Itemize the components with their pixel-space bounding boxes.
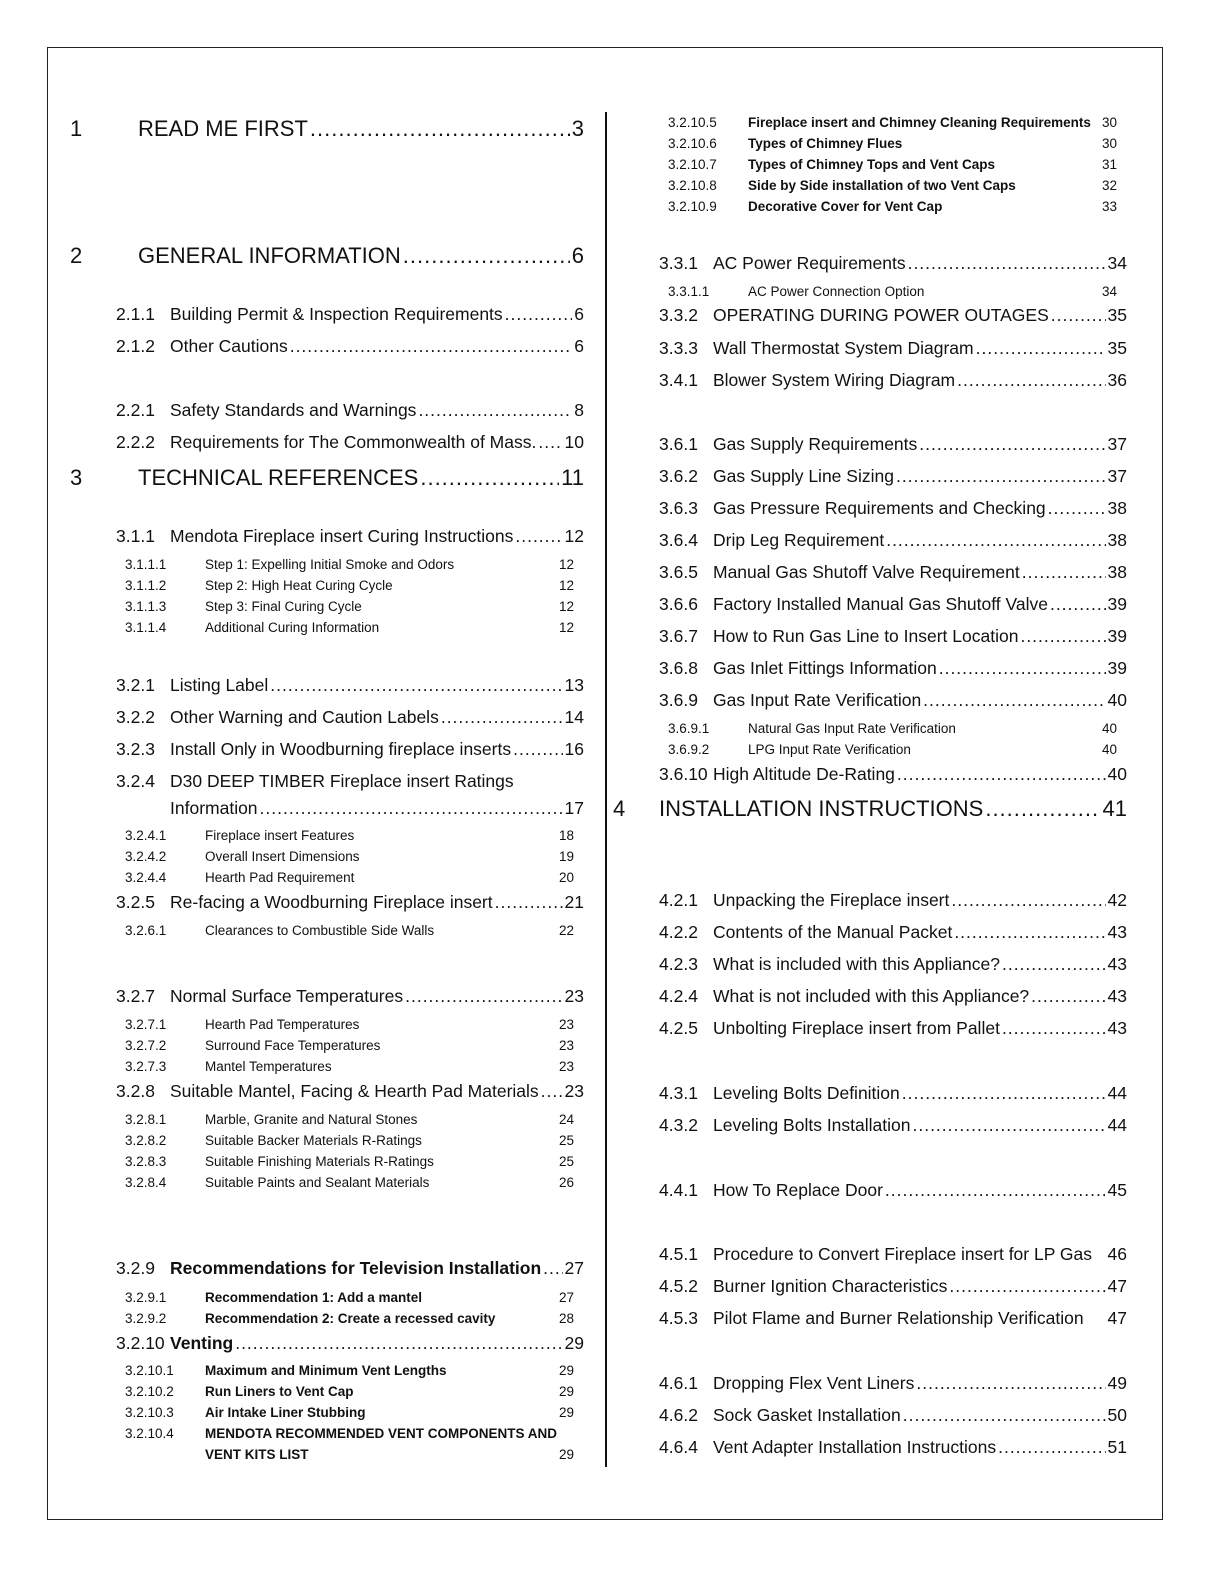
toc-entry[interactable]: 4.6.4 Vent Adapter Installation Instructions ..... 51 (659, 1437, 1127, 1458)
toc-entry[interactable]: 3.6.3 Gas Pressure Requirements and Checking ..... 38 (659, 498, 1127, 519)
toc-entry[interactable]: 4.4.1 How To Replace Door ..... 45 (659, 1180, 1127, 1201)
toc-entry[interactable]: 3.6.10 High Altitude De-Rating ..... 40 (659, 764, 1127, 785)
toc-entry[interactable]: 3.2.9 Recommendations for Television Installation ..... 27 (116, 1258, 584, 1279)
toc-subentry[interactable]: 3.2.8.1 Marble, Granite and Natural Stones 24 (125, 1112, 575, 1127)
toc-subentry[interactable]: VENT KITS LIST 29 (205, 1447, 575, 1462)
toc-entry[interactable]: 3.6.7 How to Run Gas Line to Insert Location ..... 39 (659, 626, 1127, 647)
toc-entry[interactable]: 3.2.5 Re-facing a Woodburning Fireplace insert ..... 21 (116, 892, 584, 913)
toc-entry[interactable]: 4.3.1 Leveling Bolts Definition ..... 44 (659, 1083, 1127, 1104)
toc-entry[interactable]: 2.2.2 Requirements for The Commonwealth of Mass. ..... 10 (116, 432, 584, 453)
toc-subentry[interactable]: 3.2.4.4 Hearth Pad Requirement 20 (125, 870, 575, 885)
toc-entry[interactable]: 3.3.2 OPERATING DURING POWER OUTAGES ..... 35 (659, 305, 1127, 326)
toc-entry[interactable]: 4.2.3 What is included with this Appliance? ..... 43 (659, 954, 1127, 975)
toc-subentry[interactable]: 3.2.9.2 Recommendation 2: Create a recessed cavity 28 (125, 1311, 575, 1326)
toc-entry[interactable]: 3.2.7 Normal Surface Temperatures ..... 23 (116, 986, 584, 1007)
toc-entry[interactable]: 3.2.2 Other Warning and Caution Labels ..... 14 (116, 707, 584, 728)
toc-entry[interactable]: 3.6.2 Gas Supply Line Sizing ..... 37 (659, 466, 1127, 487)
toc-entry[interactable]: 2.1.2 Other Cautions ..... 6 (116, 336, 584, 357)
toc-subentry[interactable]: 3.2.10.1 Maximum and Minimum Vent Lengths 29 (125, 1363, 575, 1378)
toc-subentry[interactable]: 3.1.1.3 Step 3: Final Curing Cycle 12 (125, 599, 575, 614)
toc-entry[interactable]: 4.2.4 What is not included with this Appliance? ..... 43 (659, 986, 1127, 1007)
toc-entry[interactable]: 2.2.1 Safety Standards and Warnings ..... 8 (116, 400, 584, 421)
toc-subentry[interactable]: 3.2.8.2 Suitable Backer Materials R-Ratings 25 (125, 1133, 575, 1148)
toc-entry[interactable]: 3.6.9 Gas Input Rate Verification ..... 40 (659, 690, 1127, 711)
toc-subentry[interactable]: 3.6.9.2 LPG Input Rate Verification 40 (668, 742, 1118, 757)
toc-subentry[interactable]: 3.3.1.1 AC Power Connection Option 34 (668, 284, 1118, 299)
toc-subentry[interactable]: 3.2.10.9 Decorative Cover for Vent Cap 33 (668, 199, 1118, 214)
toc-entry[interactable]: 3.6.5 Manual Gas Shutoff Valve Requirement ..... 38 (659, 562, 1127, 583)
toc-chapter[interactable]: 3 TECHNICAL REFERENCES ..... 11 (70, 465, 584, 491)
toc-subentry[interactable]: 3.2.10.6 Types of Chimney Flues 30 (668, 136, 1118, 151)
toc-subentry[interactable]: 3.2.10.5 Fireplace insert and Chimney Cleaning Requirements 30 (668, 115, 1118, 130)
toc-entry[interactable]: 3.6.4 Drip Leg Requirement ..... 38 (659, 530, 1127, 551)
toc-entry[interactable]: 4.2.2 Contents of the Manual Packet ..... 43 (659, 922, 1127, 943)
toc-subentry[interactable]: 3.6.9.1 Natural Gas Input Rate Verification 40 (668, 721, 1118, 736)
toc-subentry[interactable]: 3.2.10.8 Side by Side installation of two Vent Caps 32 (668, 178, 1118, 193)
toc-subentry[interactable]: 3.2.7.2 Surround Face Temperatures 23 (125, 1038, 575, 1053)
toc-entry[interactable]: 3.6.8 Gas Inlet Fittings Information ..... 39 (659, 658, 1127, 679)
toc-entry[interactable]: 4.5.3 Pilot Flame and Burner Relationship Verification 47 (659, 1308, 1127, 1328)
toc-entry[interactable]: 3.3.3 Wall Thermostat System Diagram ..... 35 (659, 338, 1127, 359)
toc-subentry[interactable]: 3.1.1.4 Additional Curing Information 12 (125, 620, 575, 635)
toc-chapter[interactable]: 4 INSTALLATION INSTRUCTIONS ..... 41 (613, 796, 1127, 822)
toc-subentry[interactable]: 3.2.4.2 Overall Insert Dimensions 19 (125, 849, 575, 864)
toc-subentry[interactable]: 3.2.7.1 Hearth Pad Temperatures 23 (125, 1017, 575, 1032)
toc-subentry[interactable]: 3.2.7.3 Mantel Temperatures 23 (125, 1059, 575, 1074)
toc-entry[interactable]: 3.2.3 Install Only in Woodburning fireplace inserts ..... 16 (116, 739, 584, 760)
toc-entry[interactable]: 4.6.1 Dropping Flex Vent Liners ..... 49 (659, 1373, 1127, 1394)
toc-entry[interactable]: 3.2.1 Listing Label ..... 13 (116, 675, 584, 696)
toc-subentry-first-line[interactable]: 3.2.10.4 MENDOTA RECOMMENDED VENT COMPONENTS AND (125, 1426, 558, 1441)
toc-subentry[interactable]: 3.2.9.1 Recommendation 1: Add a mantel 27 (125, 1290, 575, 1305)
toc-entry[interactable]: 3.4.1 Blower System Wiring Diagram ..... 36 (659, 370, 1127, 391)
toc-subentry[interactable]: 3.2.8.3 Suitable Finishing Materials R-Ratings 25 (125, 1154, 575, 1169)
toc-entry[interactable]: 4.3.2 Leveling Bolts Installation ..... 44 (659, 1115, 1127, 1136)
toc-subentry[interactable]: 3.2.10.3 Air Intake Liner Stubbing 29 (125, 1405, 575, 1420)
toc-subentry[interactable]: 3.1.1.2 Step 2: High Heat Curing Cycle 12 (125, 578, 575, 593)
toc-entry[interactable]: 2.1.1 Building Permit & Inspection Requirements ..... 6 (116, 304, 584, 325)
toc-entry[interactable]: 4.2.5 Unbolting Fireplace insert from Pallet ..... 43 (659, 1018, 1127, 1039)
toc-entry[interactable]: 3.2.10 Venting ..... 29 (116, 1333, 584, 1354)
toc-subentry[interactable]: 3.2.8.4 Suitable Paints and Sealant Materials 26 (125, 1175, 575, 1190)
toc-subentry[interactable]: 3.2.10.7 Types of Chimney Tops and Vent Caps 31 (668, 157, 1118, 172)
toc-entry[interactable]: 4.5.2 Burner Ignition Characteristics ..... 47 (659, 1276, 1127, 1297)
toc-entry[interactable]: 4.6.2 Sock Gasket Installation ..... 50 (659, 1405, 1127, 1426)
toc-entry[interactable]: 3.6.1 Gas Supply Requirements ..... 37 (659, 434, 1127, 455)
toc-chapter[interactable]: 2 GENERAL INFORMATION ..... 6 (70, 243, 584, 269)
toc-entry[interactable]: 3.6.6 Factory Installed Manual Gas Shutoff Valve ..... 39 (659, 594, 1127, 615)
toc-subentry[interactable]: 3.1.1.1 Step 1: Expelling Initial Smoke and Odors 12 (125, 557, 575, 572)
toc-subentry[interactable]: 3.2.10.2 Run Liners to Vent Cap 29 (125, 1384, 575, 1399)
toc-entry-first-line[interactable]: 3.2.4 D30 DEEP TIMBER Fireplace insert Ratings (116, 771, 514, 791)
toc-entry[interactable]: 4.2.1 Unpacking the Fireplace insert ..... 42 (659, 890, 1127, 911)
toc-entry[interactable]: 3.3.1 AC Power Requirements ..... 34 (659, 253, 1127, 274)
toc-entry[interactable]: Information ..... 17 (170, 798, 584, 819)
toc-subentry[interactable]: 3.2.4.1 Fireplace insert Features 18 (125, 828, 575, 843)
toc-entry[interactable]: 3.2.8 Suitable Mantel, Facing & Hearth Pad Materials ..... 23 (116, 1081, 584, 1102)
toc-entry[interactable]: 3.1.1 Mendota Fireplace insert Curing Instructions ..... 12 (116, 526, 584, 547)
toc-subentry[interactable]: 3.2.6.1 Clearances to Combustible Side Walls 22 (125, 923, 575, 938)
toc-chapter[interactable]: 1 READ ME FIRST ..... 3 (70, 116, 584, 142)
toc-entry[interactable]: 4.5.1 Procedure to Convert Fireplace insert for LP Gas 46 (659, 1244, 1127, 1264)
